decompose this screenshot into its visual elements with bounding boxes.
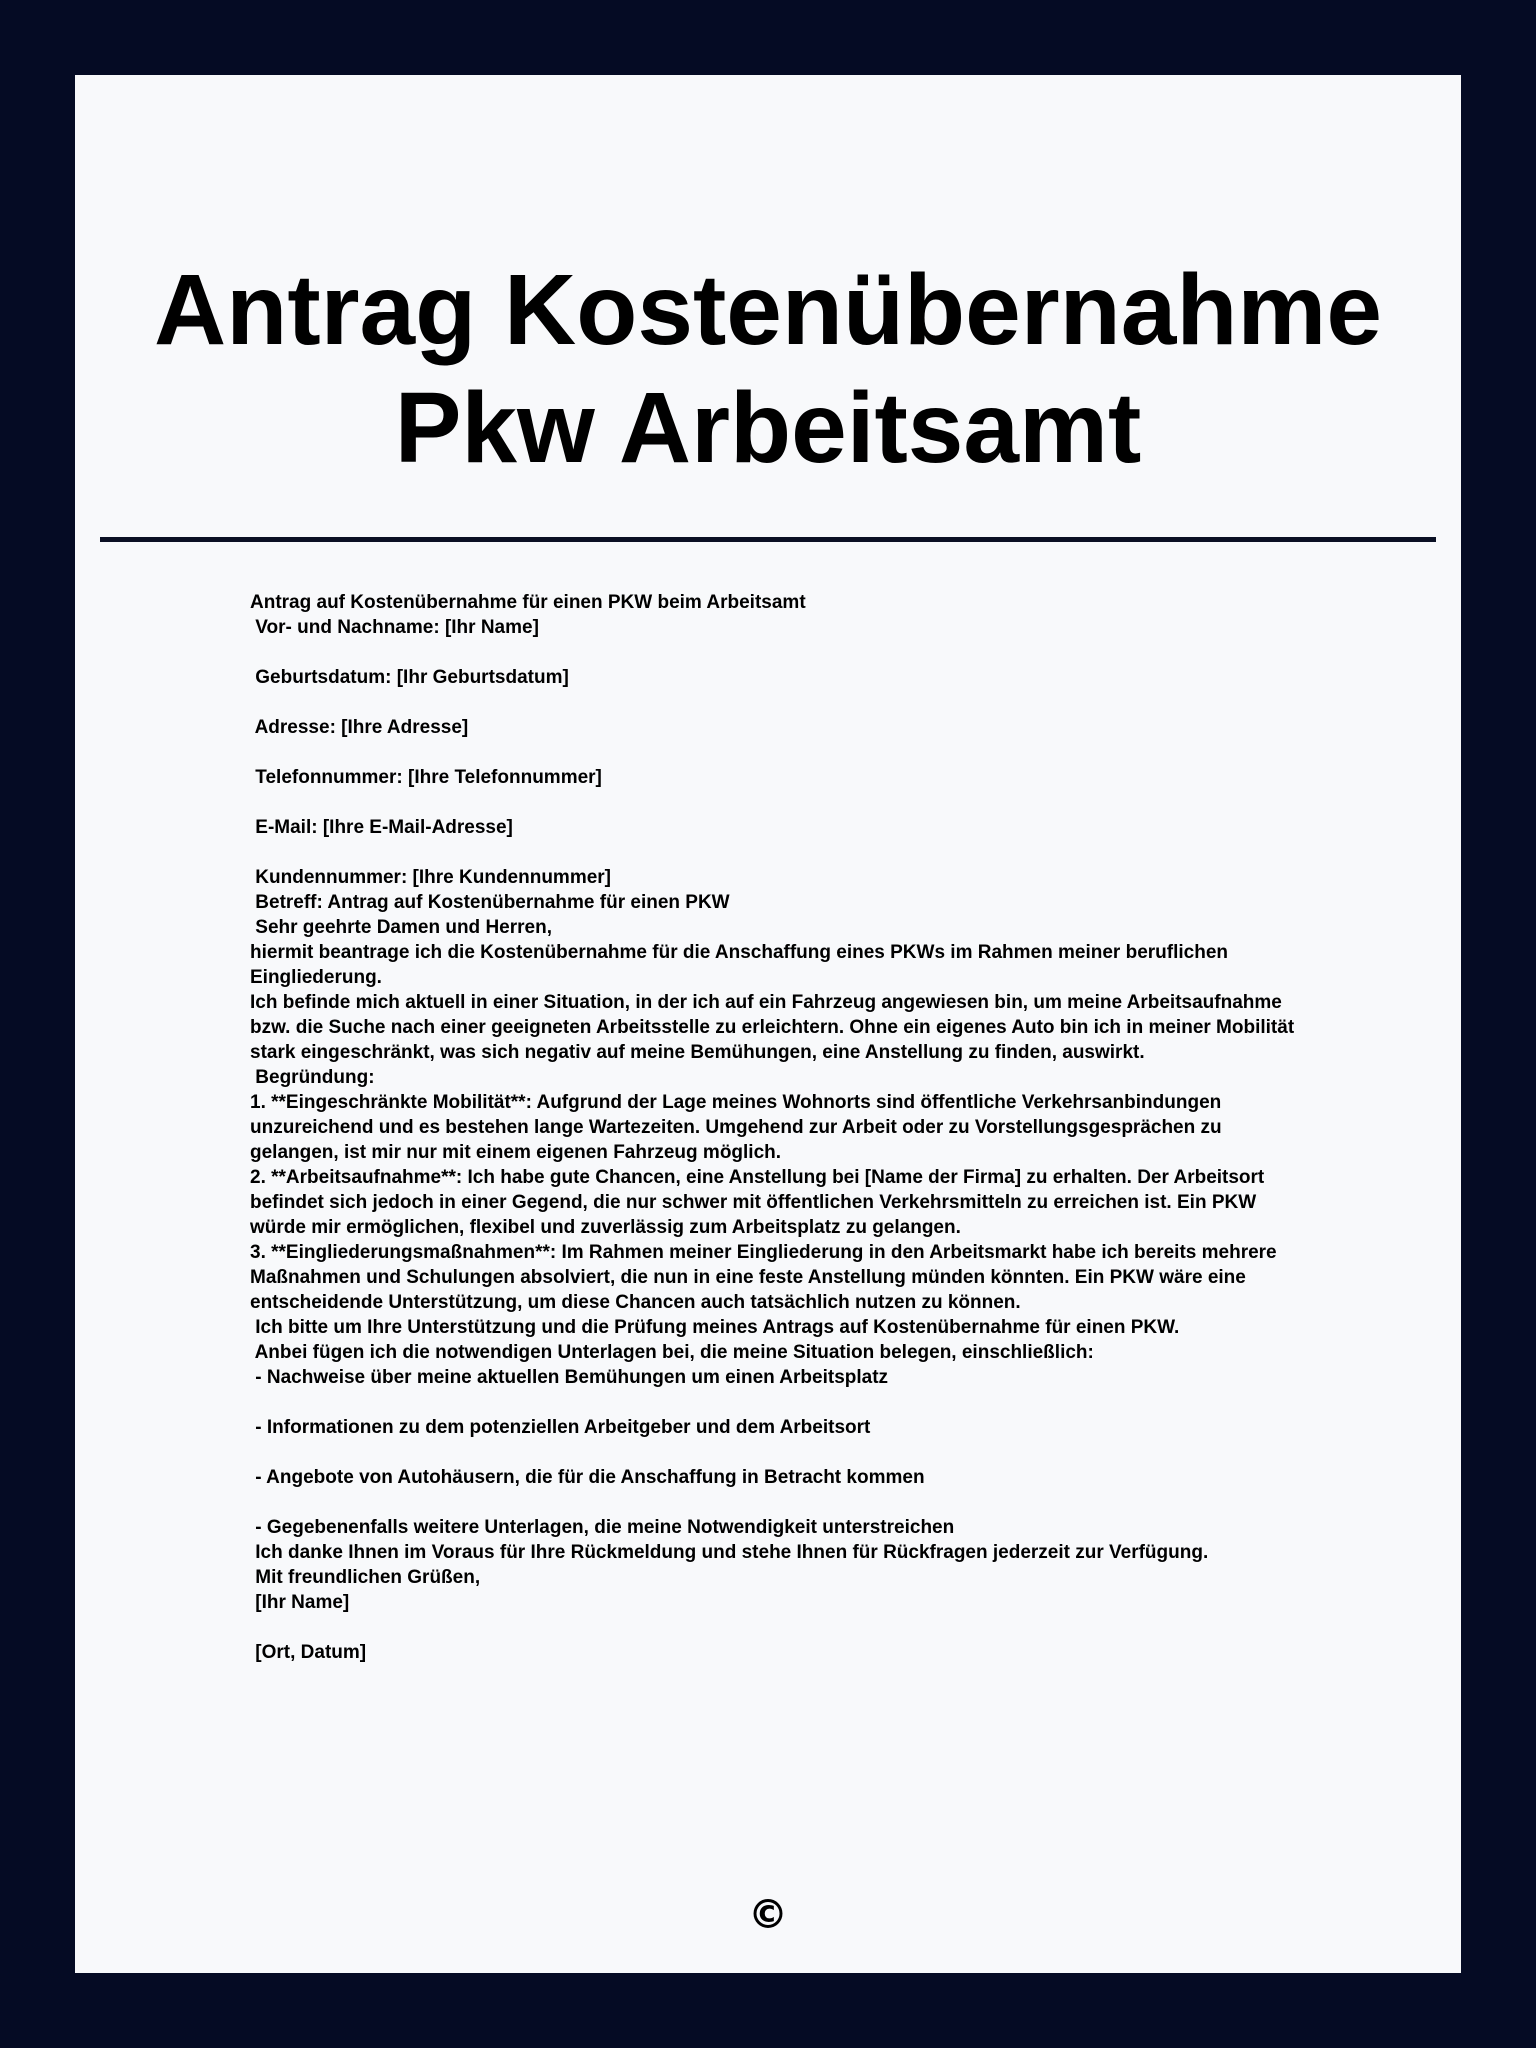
blank-line xyxy=(250,790,1350,815)
signature-name: [Ihr Name] xyxy=(250,1592,350,1613)
reason-item-2: 2. **Arbeitsaufnahme**: Ich habe gute Chancen, eine Anstellung bei [Name der Firma] zu erhalten. Der Arbeitsort befindet sich jedoch in einer Gegend, die nur schwer mit öffentlichen Verkehrsmitteln zu erreichen ist. Ein PKW würde mir ermöglichen, flexibel und zuverlässig zum Arbeitsplatz zu gelangen. xyxy=(250,1167,1265,1238)
attachment-item-4: - Gegebenenfalls weitere Unterlagen, die meine Notwendigkeit unterstreichen xyxy=(250,1517,955,1538)
customer-number-field: Kundennummer: [Ihre Kundennummer] xyxy=(250,867,612,888)
address-field: Adresse: [Ihre Adresse] xyxy=(250,717,469,738)
letter-body xyxy=(250,590,1350,1665)
place-date: [Ort, Datum] xyxy=(250,1642,367,1663)
attachments-intro: Anbei fügen ich die notwendigen Unterlagen bei, die meine Situation belegen, einschließlich: xyxy=(250,1342,1094,1363)
thanks-line: Ich danke Ihnen im Voraus für Ihre Rückmeldung und stehe Ihnen für Rückfragen jederzeit zur Verfügung. xyxy=(250,1542,1209,1563)
blank-line xyxy=(250,1440,1350,1465)
email-field: E-Mail: [Ihre E-Mail-Adresse] xyxy=(250,817,513,838)
reason-item-3: 3. **Eingliederungsmaßnahmen**: Im Rahmen meiner Eingliederung in den Arbeitsmarkt habe ich bereits mehrere Maßnahmen und Schulungen absolviert, die nun in eine feste Anstellung münden könnten. Ein PKW wäre eine entscheidende Unterstützung, um diese Chancen auch tatsächlich nutzen zu können. xyxy=(250,1242,1277,1313)
salutation: Sehr geehrte Damen und Herren, xyxy=(250,917,552,938)
copyright-icon: © xyxy=(748,1892,788,1938)
attachment-item-3: - Angebote von Autohäusern, die für die Anschaffung in Betracht kommen xyxy=(250,1467,925,1488)
page-title-line-1: Antrag Kostenübernahme xyxy=(154,254,1382,366)
blank-line xyxy=(250,1390,1350,1415)
name-field: Vor- und Nachname: [Ihr Name] xyxy=(250,617,539,638)
blank-line xyxy=(250,640,1350,665)
page-title xyxy=(75,251,1461,487)
blank-line xyxy=(250,840,1350,865)
subject-line: Betreff: Antrag auf Kostenübernahme für einen PKW xyxy=(250,892,730,913)
blank-line xyxy=(250,690,1350,715)
page-title-line-2: Pkw Arbeitsamt xyxy=(394,372,1142,484)
reason-item-1: 1. **Eingeschränkte Mobilität**: Aufgrund der Lage meines Wohnorts sind öffentliche Verkehrsanbindungen unzureichend und es bestehen lange Wartezeiten. Umgehend zur Arbeit oder zu Vorstellungsgesprächen zu gelangen, ist mir nur mit einem eigenen Fahrzeug möglich. xyxy=(250,1092,1222,1163)
birthdate-field: Geburtsdatum: [Ihr Geburtsdatum] xyxy=(250,667,569,688)
blank-line xyxy=(250,1490,1350,1515)
blank-line xyxy=(250,740,1350,765)
letter-heading: Antrag auf Kostenübernahme für einen PKW beim Arbeitsamt xyxy=(250,592,806,613)
closing-line: Mit freundlichen Grüßen, xyxy=(250,1567,481,1588)
document-page xyxy=(75,75,1461,1973)
phone-field: Telefonnummer: [Ihre Telefonnummer] xyxy=(250,767,602,788)
situation-paragraph: Ich befinde mich aktuell in einer Situation, in der ich auf ein Fahrzeug angewiesen bin, um meine Arbeitsaufnahme bzw. die Suche nach einer geeigneten Arbeitsstelle zu erleichtern. Ohne ein eigenes Auto bin ich in meiner Mobilität stark eingeschränkt, was sich negativ auf meine Bemühungen, eine Anstellung zu finden, auswirkt. xyxy=(250,992,1295,1063)
title-divider xyxy=(100,537,1436,542)
intro-paragraph: hiermit beantrage ich die Kostenübernahme für die Anschaffung eines PKWs im Rahmen meiner beruflichen Eingliederung. xyxy=(250,942,1228,988)
blank-line xyxy=(250,1615,1350,1640)
reason-heading: Begründung: xyxy=(250,1067,375,1088)
request-line: Ich bitte um Ihre Unterstützung und die Prüfung meines Antrags auf Kostenübernahme für einen PKW. xyxy=(250,1317,1180,1338)
attachment-item-2: - Informationen zu dem potenziellen Arbeitgeber und dem Arbeitsort xyxy=(250,1417,871,1438)
attachment-item-1: - Nachweise über meine aktuellen Bemühungen um einen Arbeitsplatz xyxy=(250,1367,889,1388)
